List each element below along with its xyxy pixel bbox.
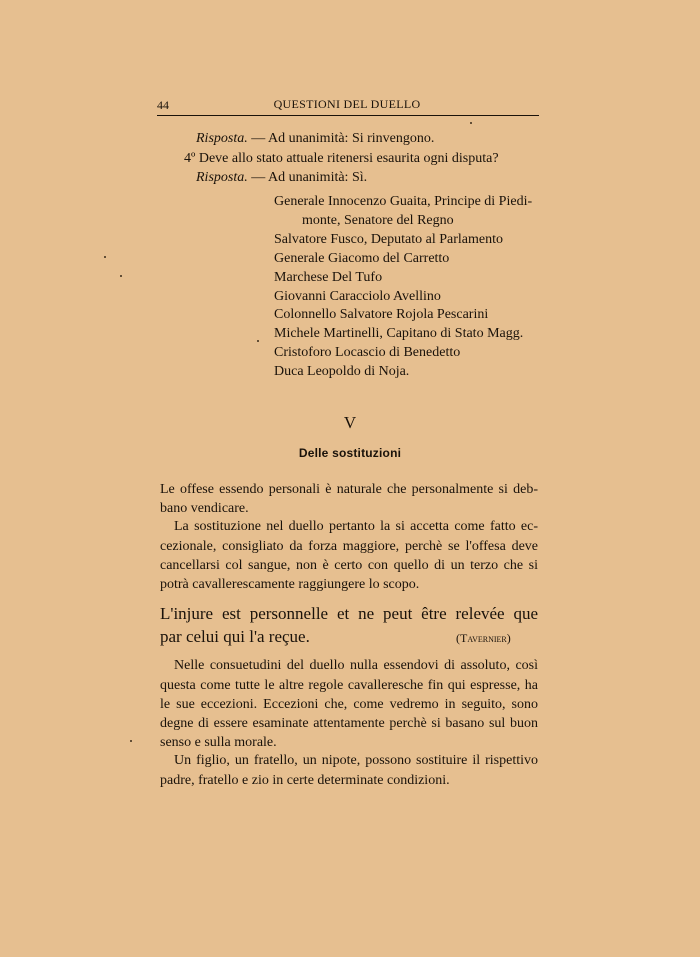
page-number: 44 bbox=[157, 98, 169, 112]
question-text: 4º Deve allo stato attuale ritenersi esaurita ogni disputa? bbox=[184, 151, 499, 166]
signatory-line: Marchese Del Tufo bbox=[274, 270, 383, 285]
answer-label: Risposta. bbox=[196, 170, 248, 185]
body-line: La sostituzione nel duello pertanto la si accetta come fatto ec- bbox=[174, 519, 538, 534]
running-title: QUESTIONI DEL DUELLO bbox=[273, 97, 421, 111]
body-line: cezionale, consigliato da forza maggiore, perchè se l'offesa deve bbox=[160, 539, 538, 554]
body-line: Le offese essendo personali è naturale che personalmente si deb- bbox=[160, 482, 538, 497]
signatory-line: Duca Leopoldo di Noja. bbox=[274, 364, 410, 379]
signatory-line: Cristoforo Locascio di Benedetto bbox=[274, 345, 461, 360]
body-line: questa come tutte le altre regole cavalleresche fin qui espresse, ha bbox=[160, 678, 538, 693]
paper-speck bbox=[120, 275, 122, 277]
paper-speck bbox=[257, 340, 259, 342]
answer-text: — Ad unanimità: Sì. bbox=[247, 170, 368, 185]
french-quote-line: L'injure est personnelle et ne peut être relevée que bbox=[160, 604, 538, 623]
question-line-4 bbox=[184, 150, 499, 168]
body-line: degne di essere esaminate attentamente perchè si basano sul buon bbox=[160, 716, 538, 731]
section-numeral: V bbox=[343, 413, 357, 432]
body-line: potrà cavallerescamente raggiungere lo scopo. bbox=[160, 577, 420, 592]
header-rule bbox=[157, 115, 539, 116]
section-title: Delle sostituzioni bbox=[298, 446, 402, 460]
signatory-line: Giovanni Caracciolo Avellino bbox=[274, 289, 441, 304]
signatory-line: monte, Senatore del Regno bbox=[302, 213, 454, 228]
body-line: senso e sulla morale. bbox=[160, 735, 277, 750]
answer-label: Risposta. bbox=[196, 131, 248, 146]
paper-speck bbox=[130, 740, 132, 742]
body-line: cancellarsi col sangue, non è certo con quello di un terzo che si bbox=[160, 558, 538, 573]
french-quote-line: par celui qui l'a reçue. bbox=[160, 627, 310, 646]
signatory-line: Salvatore Fusco, Deputato al Parlamento bbox=[274, 232, 503, 247]
body-line: padre, fratello e zio in certe determinate condizioni. bbox=[160, 773, 450, 788]
paper-speck bbox=[104, 256, 106, 258]
signatory-line: Generale Giacomo del Carretto bbox=[274, 251, 450, 266]
body-line: le sue eccezioni. Eccezioni che, come vedremo in seguito, sono bbox=[160, 697, 538, 712]
signatory-line: Michele Martinelli, Capitano di Stato Magg. bbox=[274, 326, 524, 341]
signatory-line: Colonnello Salvatore Rojola Pescarini bbox=[274, 307, 489, 322]
answer-line-1 bbox=[196, 130, 434, 148]
answer-line-2 bbox=[196, 169, 367, 187]
quote-attribution: (Tavernier) bbox=[456, 631, 511, 645]
body-line: Un figlio, un fratello, un nipote, possono sostituire il rispettivo bbox=[174, 753, 538, 768]
answer-text: — Ad unanimità: Si rinvengono. bbox=[247, 131, 435, 146]
signatory-line: Generale Innocenzo Guaita, Principe di Piedi- bbox=[274, 194, 533, 209]
body-line: bano vendicare. bbox=[160, 501, 249, 516]
body-line: Nelle consuetudini del duello nulla essendovi di assoluto, così bbox=[174, 658, 538, 673]
paper-speck bbox=[470, 122, 472, 124]
